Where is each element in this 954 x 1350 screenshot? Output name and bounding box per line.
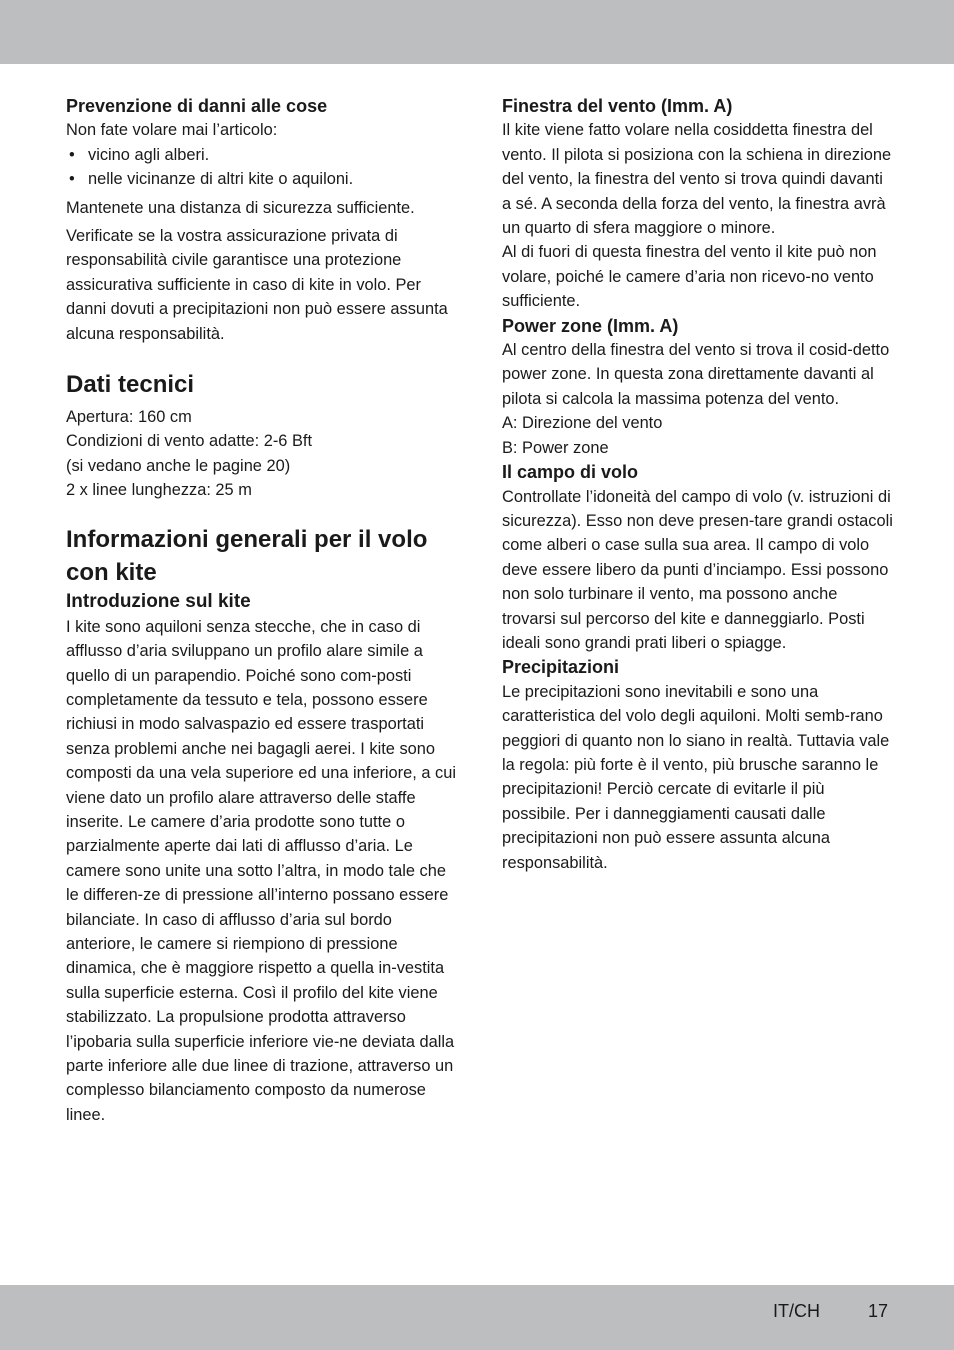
heading-flying-field: Il campo di volo (502, 462, 639, 483)
wind-window-text: Il kite viene fatto volare nella cosiddetta finestra del vento. Il pilota si posiziona con la schiena in direzione del vento, la finestra del vento si trova quindi davanti a sé. A seconda della forza del vento, la finestra avrà un quarto di sfera maggiore o minore. (502, 121, 892, 238)
power-zone-text: Al centro della finestra del vento si trova il cosid-detto power zone. In questa zona direttamente davanti al pilota si calcola la massima potenza del vento. (502, 341, 890, 408)
wind-window-text-2: Al di fuori di questa finestra del vento il kite può non volare, poiché le camere d’aria non ricevo-no vento sufficiente. (502, 243, 877, 311)
heading-general-info: Informazioni generali per il volo con kite (66, 525, 428, 586)
legend-b: B: Power zone (502, 438, 609, 457)
flying-field-text: Controllate l’idoneità del campo di volo (v. istruzioni di sicurezza). Esso non deve presen-tare grandi ostacoli come alberi o case sulla sua area. Il campo di volo deve essere libero da punti d’inciampo. Essi possono non solo turbinare il vento, ma possono anche trovarsi sul percorso del kite e danneggiarlo. Posti ideali sono grandi prati liberi o spiagge. (502, 487, 893, 652)
heading-technical-data: Dati tecnici (66, 371, 195, 399)
right-column (502, 94, 894, 875)
header-bar (0, 0, 954, 64)
insurance-text: Verificate se la vostra assicurazione privata di responsabilità civile garantisce una protezione assicurativa sufficiente in caso di kite in volo. Per danni dovuti a precipitazioni non può essere assunta alcuna responsabilità. (66, 227, 448, 343)
property-damage-list (66, 143, 456, 192)
heading-property-damage: Prevenzione di danni alle cose (66, 96, 328, 116)
left-column (66, 94, 456, 1127)
legend-a: A: Direzione del vento (502, 414, 663, 433)
safety-distance-text: Mantenete una distanza di sicurezza sufficiente. (66, 198, 415, 217)
property-damage-intro: Non fate volare mai l’articolo: (66, 121, 278, 140)
list-item: • nelle vicinanze di altri kite o aquiloni. (66, 167, 456, 191)
spec-line: Condizioni di vento adatte: 2-6 Bft (66, 432, 313, 451)
crashes-text: Le precipitazioni sono inevitabili e sono una caratteristica del volo degli aquiloni. Molti semb-rano peggiori di quanto non lo siano in realtà. Tuttavia vale la regola: più forte è il vento, più brusche saranno le precipitazioni! Perciò cercate di evitarle il più possibile. Per i danneggiamenti causati dalle precipitazioni non può essere assunta alcuna responsabilità. (502, 682, 890, 872)
heading-power-zone: Power zone (Imm. A) (502, 315, 679, 336)
footer-language-code: IT/CH (773, 1301, 820, 1321)
technical-data-list (66, 405, 456, 503)
spec-line: Apertura: 160 cm (66, 408, 192, 427)
spec-line: (si vedano anche le pagine 20) (66, 456, 291, 475)
heading-kite-intro: Introduzione sul kite (66, 590, 251, 612)
kite-intro-text: I kite sono aquiloni senza stecche, che in caso di afflusso d’aria sviluppano un profilo alare simile a quello di un parapendio. Poiché sono com-posti completamente da tessuto e tela, possono essere richiusi in modo salvaspazio ed essere trasportati senza problemi anche nei bagagli aerei. I kite sono composti da una vela superiore ed una inferiore, a cui viene dato un profilo alare attraverso delle staffe inserite. Le camere d’aria prodotte sono tutte o parzialmente aperte dai lati di afflusso d’aria. Le camere sono unite una sotto l’altra, in modo tale che le differen-ze di pressione all’interno possano essere bilanciate. In caso di afflusso d’aria sul bordo anteriore, le camere si riempiono di pressione dinamica, che è maggiore rispetto a quella in-vestita sulla superficie esterna. Così il profilo del kite viene stabilizzato. La propulsione prodotta attraverso l’ipobaria sulla superficie inferiore vie-ne deviata dalla parte inferiore alle due linee di trazione, attraverso un complesso bilanciamento composto da numerose linee. (66, 617, 456, 1124)
heading-wind-window: Finestra del vento (Imm. A) (502, 96, 733, 116)
page-number: 17 (868, 1301, 889, 1321)
heading-crashes: Precipitazioni (502, 657, 620, 678)
list-item: • vicino agli alberi. (66, 143, 456, 167)
spec-line: 2 x linee lunghezza: 25 m (66, 481, 252, 500)
